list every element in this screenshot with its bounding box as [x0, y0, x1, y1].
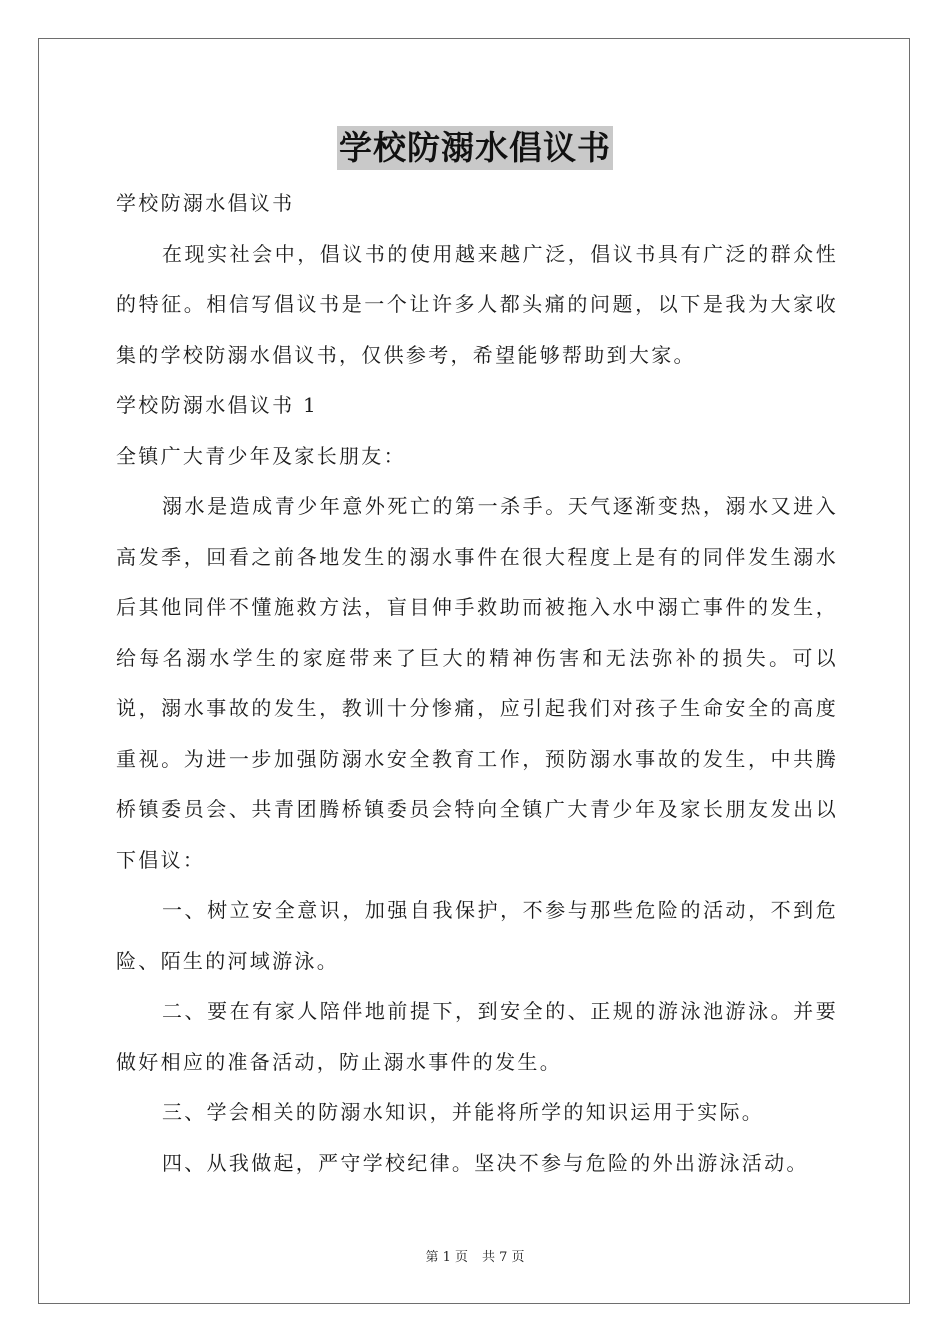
paragraph-item-1: 一、树立安全意识，加强自我保护，不参与那些危险的活动，不到危险、陌生的河域游泳。	[116, 898, 838, 973]
paragraph-item-4: 四、从我做起，严守学校纪律。坚决不参与危险的外出游泳活动。	[162, 1150, 809, 1175]
paragraph-section-heading: 学校防溺水倡议书 1	[116, 393, 319, 417]
paragraph-item-2: 二、要在有家人陪伴地前提下，到安全的、正规的游泳池游泳。并要做好相应的准备活动，防止溺水事件的发生。	[116, 999, 838, 1074]
title-container	[0, 126, 950, 170]
page-total: 共 7 页	[482, 1250, 525, 1265]
paragraph-main: 溺水是造成青少年意外死亡的第一杀手。天气逐渐变热，溺水又进入高发季，回看之前各地发生的溺水事件在很大程度上是有的同伴发生溺水后其他同伴不懂施救方法，盲目伸手救助而被拖入水中溺亡事件的发生，给每名溺水学生的家庭带来了巨大的精神伤害和无法弥补的损失。可以说，溺水事故的发生，教训十分惨痛，应引起我们对孩子生命安全的高度重视。为进一步加强防溺水安全教育工作，预防溺水事故的发生，中共腾桥镇委员会、共青团腾桥镇委员会特向全镇广大青少年及家长朋友发出以下倡议：	[116, 494, 838, 872]
document-body	[116, 178, 838, 1188]
page-number: 第 1 页	[425, 1250, 468, 1265]
page-footer	[0, 1246, 950, 1265]
document-title: 学校防溺水倡议书	[337, 126, 613, 170]
paragraph-intro: 在现实社会中，倡议书的使用越来越广泛，倡议书具有广泛的群众性的特征。相信写倡议书是一个让许多人都头痛的问题，以下是我为大家收集的学校防溺水倡议书，仅供参考，希望能够帮助到大家。	[116, 241, 838, 367]
paragraph-subtitle: 学校防溺水倡议书	[116, 191, 295, 215]
paragraph-item-3: 三、学会相关的防溺水知识，并能将所学的知识运用于实际。	[162, 1100, 765, 1124]
paragraph-salutation: 全镇广大青少年及家长朋友：	[116, 443, 406, 468]
